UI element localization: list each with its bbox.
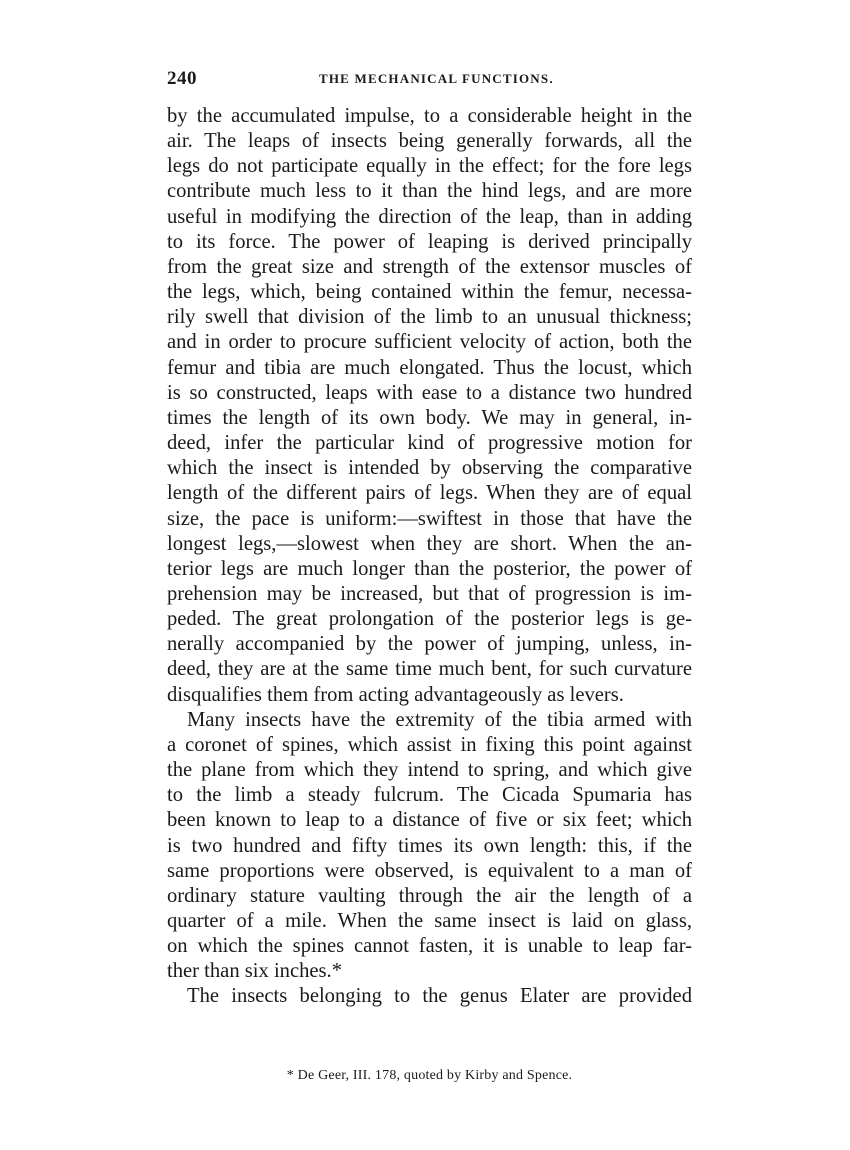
text-line: ther than six inches.*	[167, 960, 343, 983]
text-line: on which the spines cannot fasten, it is unable to leap far-	[167, 935, 692, 958]
text-line: air. The leaps of insects being generally forwards, all the	[167, 130, 692, 153]
text-line: by the accumulated impulse, to a considerable height in the	[167, 105, 692, 127]
body-text	[167, 104, 692, 1010]
text-line: been known to leap to a distance of five or six feet; which	[167, 809, 692, 832]
text-line: terior legs are much longer than the posterior, the power of	[167, 557, 692, 580]
text-line: ordinary stature vaulting through the air the length of a	[167, 884, 692, 907]
text-line: is so constructed, leaps with ease to a distance two hundred	[167, 381, 692, 404]
text-line: length of the different pairs of legs. When they are of equal	[167, 482, 692, 505]
text-line: disqualifies them from acting advantageously as levers.	[167, 683, 624, 706]
text-line: femur and tibia are much elongated. Thus the locust, which	[167, 356, 692, 379]
text-line: to its force. The power of leaping is derived principally	[167, 230, 692, 253]
text-line: rily swell that division of the limb to an unusual thickness;	[167, 306, 692, 329]
text-line: is two hundred and fifty times its own length: this, if the	[167, 834, 692, 857]
text-line: peded. The great prolongation of the posterior legs is ge-	[167, 608, 692, 631]
text-line: deed, infer the particular kind of progressive motion for	[167, 432, 692, 455]
text-line: size, the pace is uniform:—swiftest in those that have the	[167, 507, 692, 530]
footnote: * De Geer, III. 178, quoted by Kirby and Spence.	[286, 1068, 573, 1083]
text-line: to the limb a steady fulcrum. The Cicada Spumaria has	[167, 784, 692, 807]
page-number: 240	[167, 68, 197, 89]
text-line: a coronet of spines, which assist in fixing this point against	[167, 733, 692, 756]
text-line: from the great size and strength of the extensor muscles of	[167, 255, 692, 278]
text-line: The insects belonging to the genus Elater are provided	[187, 985, 692, 1008]
text-line: and in order to procure sufficient velocity of action, both the	[167, 331, 692, 354]
text-line: the legs, which, being contained within the femur, necessa-	[167, 281, 692, 304]
text-line: quarter of a mile. When the same insect is laid on glass,	[167, 910, 692, 932]
text-line: same proportions were observed, is equivalent to a man of	[167, 859, 692, 882]
text-line: useful in modifying the direction of the leap, than in adding	[167, 205, 692, 228]
text-line: prehension may be increased, but that of progression is im-	[167, 582, 692, 605]
text-line: contribute much less to it than the hind legs, and are more	[167, 180, 692, 203]
text-line: the plane from which they intend to spring, and which give	[167, 759, 692, 782]
text-line: which the insect is intended by observing the comparative	[167, 457, 692, 480]
text-line: nerally accompanied by the power of jumping, unless, in-	[167, 633, 692, 656]
text-line: longest legs,—slowest when they are short. When the an-	[167, 532, 692, 555]
running-head: THE MECHANICAL FUNCTIONS.	[319, 71, 554, 86]
text-line: Many insects have the extremity of the tibia armed with	[187, 708, 692, 731]
text-line: legs do not participate equally in the effect; for the fore legs	[167, 155, 692, 178]
text-line: times the length of its own body. We may in general, in-	[167, 406, 692, 429]
text-line: deed, they are at the same time much bent, for such curvature	[167, 658, 692, 681]
